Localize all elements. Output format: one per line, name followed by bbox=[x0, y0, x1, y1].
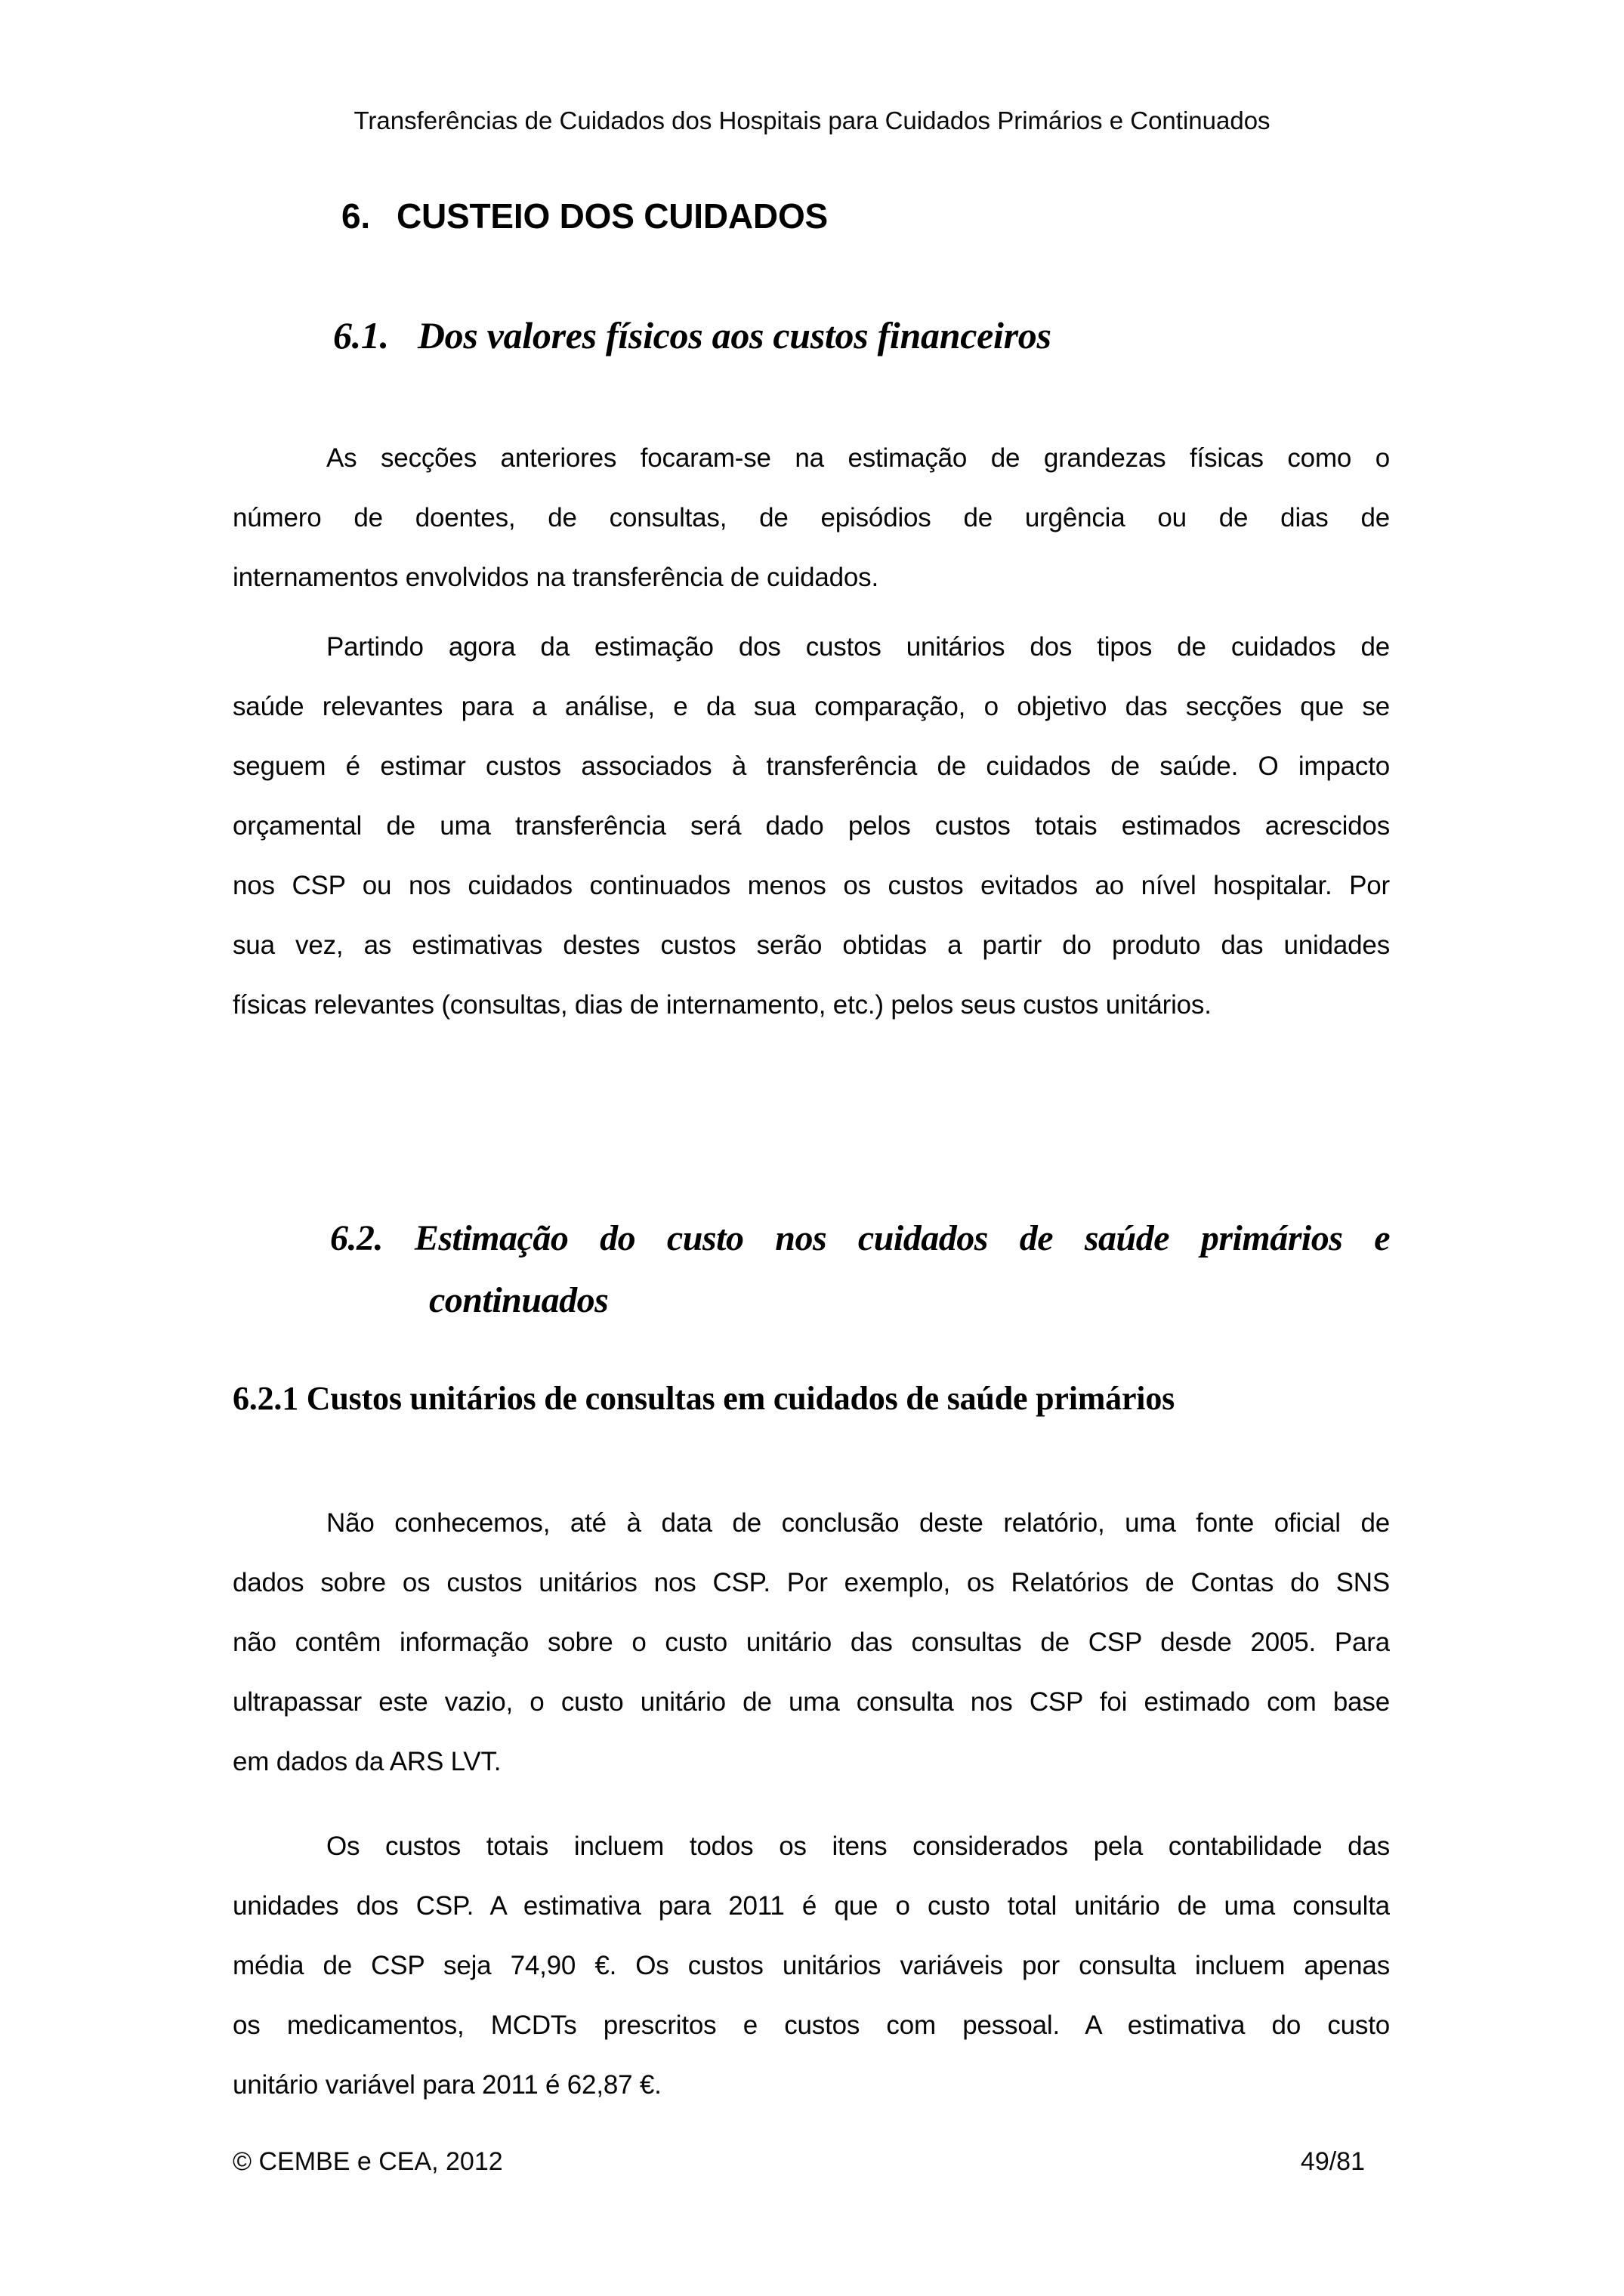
text-line: sua vez, as estimativas destes custos serão obtidas a partir do produto das unidades bbox=[233, 930, 1390, 960]
text-line: unidades dos CSP. A estimativa para 2011 é que o custo total unitário de uma consulta bbox=[233, 1891, 1390, 1921]
paragraph-2 bbox=[233, 617, 1390, 1035]
running-header: Transferências de Cuidados dos Hospitais para Cuidados Primários e Continuados bbox=[354, 106, 1270, 134]
text-line: orçamental de uma transferência será dado pelos custos totais estimados acrescidos bbox=[233, 811, 1390, 841]
text-line: número de doentes, de consultas, de episódios de urgência ou de dias de bbox=[233, 503, 1390, 532]
paragraph-4 bbox=[233, 1816, 1390, 2115]
footer-page-number: 49/81 bbox=[1300, 2147, 1365, 2176]
heading-6-2 bbox=[330, 1208, 1390, 1332]
text-line: ultrapassar este vazio, o custo unitário de uma consulta nos CSP foi estimado com base bbox=[233, 1687, 1390, 1717]
text-line: seguem é estimar custos associados à transferência de cuidados de saúde. O impacto bbox=[233, 751, 1390, 781]
heading-6-number: 6. bbox=[341, 196, 370, 236]
text-line: não contêm informação sobre o custo unitário das consultas de CSP desde 2005. Para bbox=[233, 1628, 1390, 1657]
heading-6-1-title: Dos valores físicos aos custos financeiros bbox=[417, 314, 1051, 356]
heading-6-2-number: 6.2. bbox=[330, 1218, 383, 1258]
heading-6-2-title-part1: Estimação do custo nos cuidados de saúde primários e bbox=[414, 1218, 1390, 1258]
footer-copyright: © CEMBE e CEA, 2012 bbox=[233, 2147, 503, 2176]
text-line: saúde relevantes para a análise, e da sua comparação, o objetivo das secções que se bbox=[233, 692, 1390, 721]
heading-6-1 bbox=[333, 311, 1051, 360]
text-line: dados sobre os custos unitários nos CSP. Por exemplo, os Relatórios de Contas do SNS bbox=[233, 1568, 1390, 1597]
text-line: nos CSP ou nos cuidados continuados menos os custos evitados ao nível hospitalar. Por bbox=[233, 871, 1390, 900]
text-line: Não conhecemos, até à data de conclusão deste relatório, uma fonte oficial de bbox=[326, 1508, 1390, 1538]
text-line: Partindo agora da estimação dos custos unitários dos tipos de cuidados de bbox=[326, 632, 1390, 662]
paragraph-3 bbox=[233, 1493, 1390, 1791]
text-line: em dados da ARS LVT. bbox=[233, 1747, 502, 1776]
text-line: Os custos totais incluem todos os itens considerados pela contabilidade das bbox=[326, 1832, 1390, 1861]
text-line: internamentos envolvidos na transferência de cuidados. bbox=[233, 563, 879, 592]
text-line: As secções anteriores focaram-se na estimação de grandezas físicas como o bbox=[326, 443, 1390, 473]
text-line: unitário variável para 2011 é 62,87 €. bbox=[233, 2070, 662, 2100]
heading-6-2-title-part2: continuados bbox=[429, 1280, 609, 1320]
page-footer bbox=[233, 2145, 1365, 2178]
heading-6-2-1: 6.2.1 Custos unitários de consultas em cuidados de saúde primários bbox=[233, 1380, 1175, 1417]
text-line: média de CSP seja 74,90 €. Os custos unitários variáveis por consulta incluem apenas bbox=[233, 1951, 1390, 1980]
heading-6 bbox=[341, 193, 828, 239]
text-line: os medicamentos, MCDTs prescritos e custos com pessoal. A estimativa do custo bbox=[233, 2011, 1390, 2040]
heading-6-2-line1 bbox=[330, 1208, 1390, 1270]
text-line: físicas relevantes (consultas, dias de internamento, etc.) pelos seus custos unitários. bbox=[233, 990, 1212, 1020]
heading-6-title: CUSTEIO DOS CUIDADOS bbox=[396, 196, 829, 236]
paragraph-1 bbox=[233, 428, 1390, 607]
heading-6-1-number: 6.1. bbox=[333, 314, 389, 356]
